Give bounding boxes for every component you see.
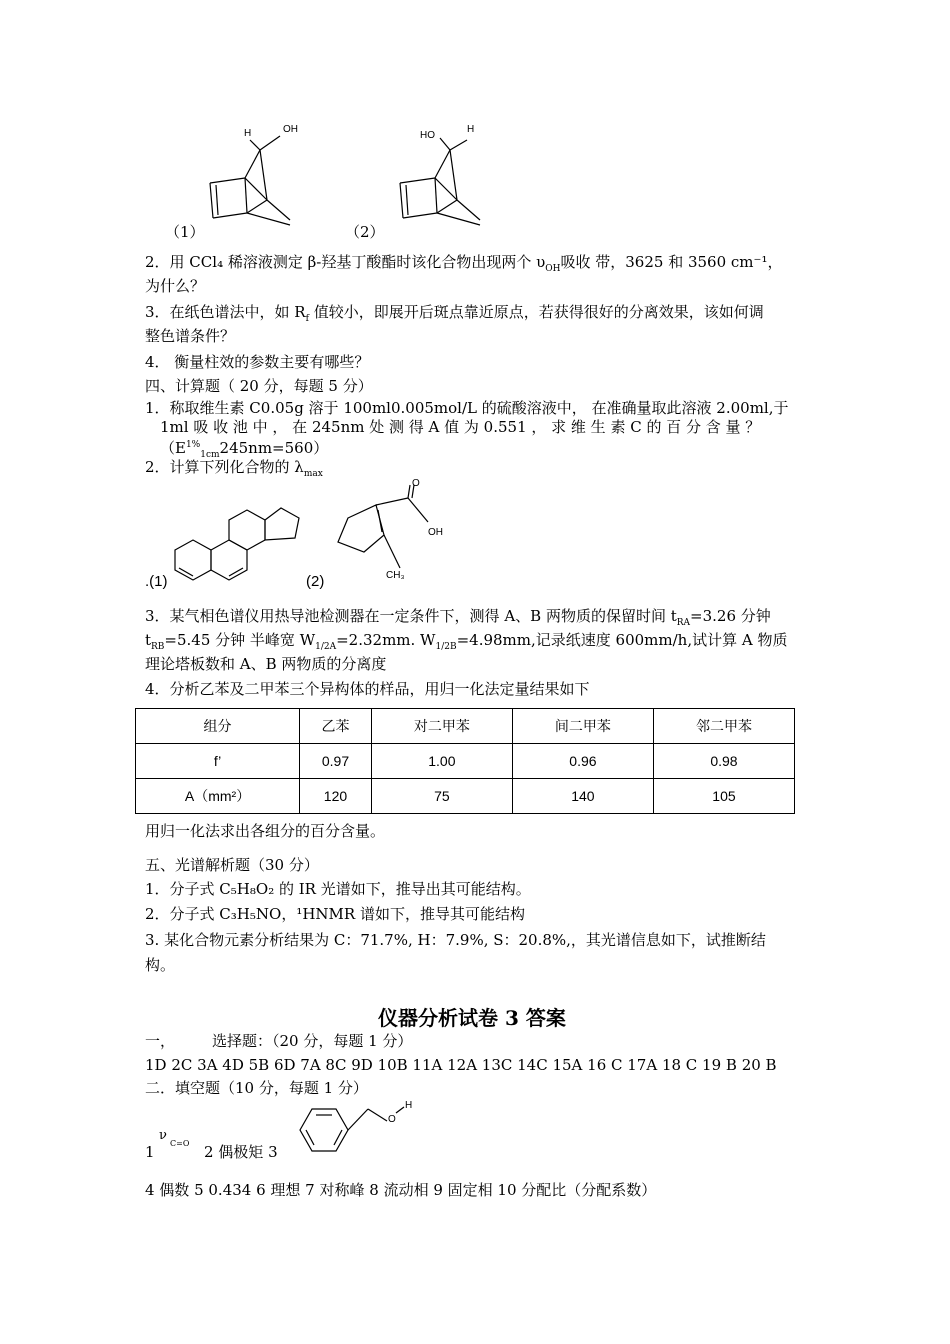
calc-3-line-2 — [145, 630, 787, 657]
question-2-line-1 — [145, 252, 782, 279]
question-2-line-2: 为什么？ — [145, 277, 206, 295]
table-cell: 0.97 — [300, 744, 372, 779]
calc-1-line-2: 1ml 吸 收 池 中 ， 在 245nm 处 测 得 A 值 为 0.551 ， 求 维 生 素 C 的 百 分 含 量 ？ — [160, 418, 761, 436]
calc-1-line-1: 1．称取维生素 C0.05g 溶于 100ml0.005mol/L 的硫酸溶液中， 在准确量取此溶液 2.00ml,于 — [145, 399, 789, 417]
calc-2-label-1: .(1) — [145, 573, 168, 590]
h-label-2: H — [467, 124, 475, 135]
acid-oh: OH — [428, 527, 443, 538]
c3-sub-w1: 1/2A — [315, 642, 337, 652]
spectrum-2: 2．分子式 C₃H₅NO，¹HNMR 谱如下，推导其可能结构 — [145, 905, 525, 923]
c3-l2-a: =5.45 分钟 半峰宽 W — [164, 631, 316, 649]
q2-oh-sub: OH — [545, 264, 561, 274]
table-cell: 0.98 — [653, 744, 794, 779]
table-cell: 75 — [371, 779, 512, 814]
oh-label: OH — [283, 124, 298, 135]
c3-sub-rb: RB — [151, 642, 165, 652]
q2-text: 2．用 CCl₄ 稀溶液测定 β-羟基丁酸酯时该化合物出现两个 υ — [145, 253, 546, 271]
answers-title: 仪器分析试卷 3 答案 — [378, 1006, 566, 1030]
spectrum-1: 1．分子式 C₅H₈O₂ 的 IR 光谱如下，推导出其可能结构。 — [145, 880, 531, 898]
table-header-cell: 对二甲苯 — [371, 709, 512, 744]
calc-3-line-1 — [145, 606, 771, 633]
spectrum-3-line-1: 3. 某化合物元素分析结果为 C：71.7%, H：7.9%, S：20.8%,，其光谱信息如下，试推断结 — [145, 931, 766, 949]
c3-l2-b: =2.32mm. W — [336, 631, 436, 649]
question-3-line-2: 整色谱条件？ — [145, 327, 236, 345]
table-cell: f’ — [136, 744, 300, 779]
steroid-structure — [165, 490, 310, 590]
c3-sub-ra: RA — [676, 618, 691, 628]
benzyl-h: H — [405, 1100, 413, 1111]
c1-sup: 1% — [185, 440, 201, 450]
table-row — [136, 709, 795, 744]
acid-ch3: CH₃ — [386, 570, 405, 581]
table-cell: 1.00 — [371, 744, 512, 779]
c1-post: 245nm=560） — [219, 439, 329, 457]
question-3-line-1 — [145, 302, 764, 329]
acid-structure — [328, 480, 438, 590]
calc-3-line-3: 理论塔板数和 A、B 两物质的分离度 — [145, 655, 387, 673]
c2-sub: max — [303, 469, 323, 479]
c1-sub: 1cm — [200, 450, 220, 460]
nu-symbol: ν — [159, 1128, 167, 1143]
section-5-header: 五、光谱解析题（30 分） — [145, 856, 319, 874]
benzyl-alcohol-structure — [292, 1095, 422, 1165]
h-label: H — [244, 128, 252, 139]
structure-label-1: （1） — [165, 223, 205, 241]
nu-subscript: C=O — [170, 1139, 190, 1148]
q3-text: 3．在纸色谱法中，如 R — [145, 303, 306, 321]
table-cell: A（mm²） — [136, 779, 300, 814]
table-cell: 0.96 — [512, 744, 653, 779]
fill-header: 二．填空题（10 分，每题 1 分） — [145, 1079, 368, 1097]
q3-rf-sub: f — [305, 314, 309, 324]
calc-2 — [145, 457, 323, 484]
structure-2 — [385, 120, 495, 230]
benzyl-o: O — [388, 1114, 396, 1125]
structure-label-2: （2） — [345, 223, 385, 241]
table-row — [136, 744, 795, 779]
table-header-cell: 间二甲苯 — [512, 709, 653, 744]
calc-2-label-2: (2) — [306, 573, 325, 590]
c3-text: 3．某气相色谱仪用热导池检测器在一定条件下，测得 A、B 两物质的保留时间 t — [145, 607, 677, 625]
data-table — [135, 708, 795, 814]
acid-o: O — [412, 478, 420, 489]
choice-header-a: 一， — [145, 1032, 176, 1050]
c2-text: 2．计算下列化合物的 λ — [145, 458, 304, 476]
table-cell: 120 — [300, 779, 372, 814]
table-header-cell: 乙苯 — [300, 709, 372, 744]
fill-2-3: 2 偶极矩 3 — [204, 1143, 278, 1161]
c3-l2-c: =4.98mm,记录纸速度 600mm/h,试计算 A 物质 — [456, 631, 788, 649]
table-header-cell: 邻二甲苯 — [653, 709, 794, 744]
c1-pre: （E — [160, 439, 186, 457]
fill-4-10: 4 偶数 5 0.434 6 理想 7 对称峰 8 流动相 9 固定相 10 分配比（分配系数） — [145, 1181, 657, 1199]
table-cell: 140 — [512, 779, 653, 814]
ho-label: HO — [420, 130, 435, 141]
c3-l2-pre: t — [145, 631, 152, 649]
calc-4: 4．分析乙苯及二甲苯三个异构体的样品，用归一化法定量结果如下 — [145, 680, 590, 698]
table-header-cell: 组分 — [136, 709, 300, 744]
c3-sub-w2: 1/2B — [435, 642, 457, 652]
after-table-text: 用归一化法求出各组分的百分含量。 — [145, 822, 386, 840]
question-4: 4． 衡量柱效的参数主要有哪些？ — [145, 353, 370, 371]
spectrum-3-line-2: 构。 — [145, 956, 176, 974]
q2-tail: 吸收 带，3625 和 3560 cm⁻¹， — [560, 253, 783, 271]
choice-header-b: 选择题：（20 分，每题 1 分） — [212, 1032, 413, 1050]
q3-tail: 值较小，即展开后斑点靠近原点，若获得很好的分离效果，该如何调 — [308, 303, 764, 321]
table-row — [136, 779, 795, 814]
c3-tail: =3.26 分钟 — [690, 607, 771, 625]
choice-answers: 1D 2C 3A 4D 5B 6D 7A 8C 9D 10B 11A 12A 13C 14C 15A 16 C 17A 18 C 19 B 20 B — [145, 1056, 777, 1074]
table-cell: 105 — [653, 779, 794, 814]
section-4-header: 四、计算题（ 20 分，每题 5 分） — [145, 377, 373, 395]
fill-1: 1 — [145, 1143, 155, 1161]
